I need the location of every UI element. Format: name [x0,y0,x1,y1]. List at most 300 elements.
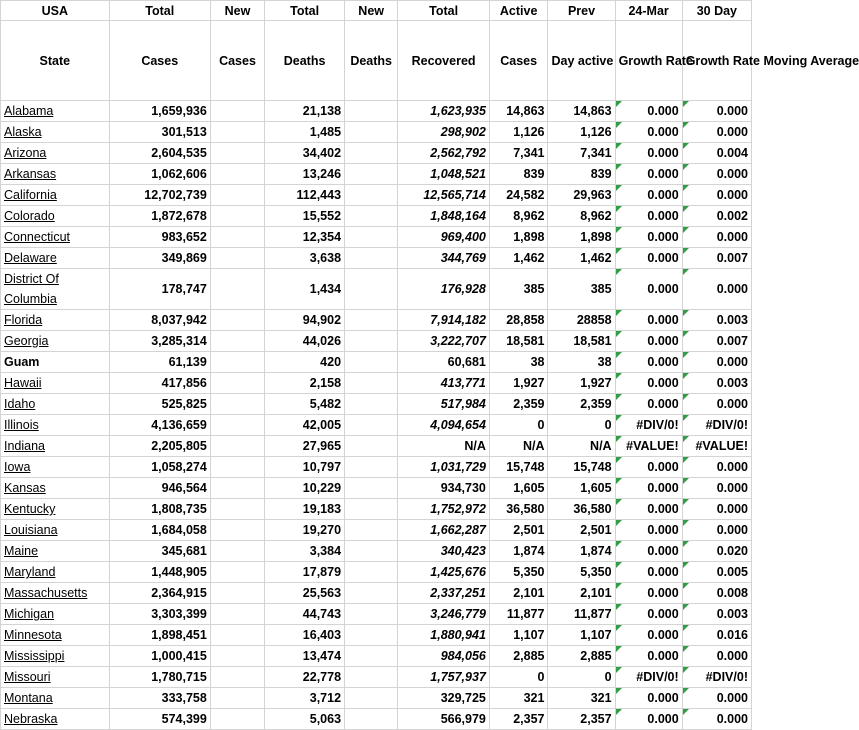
state-cell[interactable]: Indiana [1,436,110,457]
empty-cell[interactable] [345,688,398,709]
recovered-cell[interactable]: 1,880,941 [398,625,490,646]
deaths-cell[interactable]: 16,403 [265,625,345,646]
avg-cell[interactable]: 0.008 [682,583,751,604]
deaths-cell[interactable]: 3,384 [265,541,345,562]
empty-cell[interactable] [210,122,264,143]
empty-cell[interactable] [210,394,264,415]
deaths-cell[interactable]: 10,797 [265,457,345,478]
empty-cell[interactable] [210,667,264,688]
header-cell[interactable]: 24-Mar [615,1,682,21]
prev-cell[interactable]: 1,898 [548,227,615,248]
growth-cell[interactable]: 0.000 [615,143,682,164]
prev-cell[interactable]: 1,462 [548,248,615,269]
growth-cell[interactable]: #DIV/0! [615,667,682,688]
header-cell[interactable]: Cases [109,21,210,101]
empty-cell[interactable] [345,646,398,667]
avg-cell[interactable]: 0.007 [682,331,751,352]
recovered-cell[interactable]: 413,771 [398,373,490,394]
prev-cell[interactable]: 8,962 [548,206,615,227]
deaths-cell[interactable]: 17,879 [265,562,345,583]
active-cell[interactable]: 1,462 [489,248,548,269]
deaths-cell[interactable]: 10,229 [265,478,345,499]
deaths-cell[interactable]: 1,485 [265,122,345,143]
growth-cell[interactable]: 0.000 [615,604,682,625]
avg-cell[interactable]: #DIV/0! [682,415,751,436]
active-cell[interactable]: 36,580 [489,499,548,520]
deaths-cell[interactable]: 21,138 [265,101,345,122]
active-cell[interactable]: 11,877 [489,604,548,625]
prev-cell[interactable]: 321 [548,688,615,709]
avg-cell[interactable]: 0.002 [682,206,751,227]
avg-cell[interactable]: 0.000 [682,499,751,520]
growth-cell[interactable]: 0.000 [615,709,682,730]
deaths-cell[interactable]: 5,063 [265,709,345,730]
active-cell[interactable]: 385 [489,269,548,310]
state-cell[interactable]: Mississippi [1,646,110,667]
empty-cell[interactable] [345,352,398,373]
cases-cell[interactable]: 1,000,415 [109,646,210,667]
prev-cell[interactable]: 839 [548,164,615,185]
growth-cell[interactable]: 0.000 [615,122,682,143]
deaths-cell[interactable]: 2,158 [265,373,345,394]
recovered-cell[interactable]: 1,031,729 [398,457,490,478]
active-cell[interactable]: 1,927 [489,373,548,394]
growth-cell[interactable]: 0.000 [615,583,682,604]
active-cell[interactable]: 18,581 [489,331,548,352]
deaths-cell[interactable]: 44,026 [265,331,345,352]
empty-cell[interactable] [345,520,398,541]
active-cell[interactable]: 1,126 [489,122,548,143]
empty-cell[interactable] [345,101,398,122]
deaths-cell[interactable]: 112,443 [265,185,345,206]
deaths-cell[interactable]: 44,743 [265,604,345,625]
deaths-cell[interactable]: 13,246 [265,164,345,185]
avg-cell[interactable]: 0.000 [682,520,751,541]
empty-cell[interactable] [345,122,398,143]
prev-cell[interactable]: 28858 [548,310,615,331]
recovered-cell[interactable]: 969,400 [398,227,490,248]
cases-cell[interactable]: 1,062,606 [109,164,210,185]
growth-cell[interactable]: 0.000 [615,478,682,499]
active-cell[interactable]: 2,101 [489,583,548,604]
empty-cell[interactable] [210,415,264,436]
active-cell[interactable]: 839 [489,164,548,185]
growth-cell[interactable]: 0.000 [615,101,682,122]
recovered-cell[interactable]: 2,562,792 [398,143,490,164]
cases-cell[interactable]: 946,564 [109,478,210,499]
deaths-cell[interactable]: 34,402 [265,143,345,164]
active-cell[interactable]: 321 [489,688,548,709]
state-cell[interactable]: Maryland [1,562,110,583]
recovered-cell[interactable]: 1,662,287 [398,520,490,541]
state-cell[interactable]: Colorado [1,206,110,227]
avg-cell[interactable]: #DIV/0! [682,667,751,688]
growth-cell[interactable]: 0.000 [615,457,682,478]
empty-cell[interactable] [210,688,264,709]
empty-cell[interactable] [345,478,398,499]
active-cell[interactable]: 38 [489,352,548,373]
empty-cell[interactable] [345,562,398,583]
growth-cell[interactable]: 0.000 [615,227,682,248]
prev-cell[interactable]: 1,927 [548,373,615,394]
prev-cell[interactable]: 36,580 [548,499,615,520]
empty-cell[interactable] [210,185,264,206]
growth-cell[interactable]: 0.000 [615,688,682,709]
cases-cell[interactable]: 3,285,314 [109,331,210,352]
state-cell[interactable]: Arizona [1,143,110,164]
prev-cell[interactable]: 15,748 [548,457,615,478]
header-cell[interactable]: Cases [489,21,548,101]
active-cell[interactable]: 1,898 [489,227,548,248]
recovered-cell[interactable]: N/A [398,436,490,457]
deaths-cell[interactable]: 42,005 [265,415,345,436]
header-cell[interactable]: Total [109,1,210,21]
prev-cell[interactable]: 29,963 [548,185,615,206]
empty-cell[interactable] [210,101,264,122]
state-cell[interactable]: Michigan [1,604,110,625]
cases-cell[interactable]: 61,139 [109,352,210,373]
prev-cell[interactable]: 2,501 [548,520,615,541]
empty-cell[interactable] [345,164,398,185]
header-cell[interactable]: USA [1,1,110,21]
deaths-cell[interactable]: 94,902 [265,310,345,331]
header-cell[interactable]: State [1,21,110,101]
recovered-cell[interactable]: 566,979 [398,709,490,730]
state-cell[interactable]: Louisiana [1,520,110,541]
growth-cell[interactable]: 0.000 [615,310,682,331]
state-cell[interactable]: Alaska [1,122,110,143]
cases-cell[interactable]: 349,869 [109,248,210,269]
empty-cell[interactable] [210,709,264,730]
recovered-cell[interactable]: 12,565,714 [398,185,490,206]
state-cell[interactable]: Minnesota [1,625,110,646]
avg-cell[interactable]: 0.000 [682,646,751,667]
empty-cell[interactable] [210,583,264,604]
state-cell[interactable]: Nebraska [1,709,110,730]
deaths-cell[interactable]: 12,354 [265,227,345,248]
state-cell[interactable]: Alabama [1,101,110,122]
active-cell[interactable]: 8,962 [489,206,548,227]
empty-cell[interactable] [210,541,264,562]
deaths-cell[interactable]: 15,552 [265,206,345,227]
cases-cell[interactable]: 4,136,659 [109,415,210,436]
avg-cell[interactable]: 0.000 [682,227,751,248]
empty-cell[interactable] [210,562,264,583]
growth-cell[interactable]: 0.000 [615,394,682,415]
empty-cell[interactable] [345,143,398,164]
header-cell[interactable]: Deaths [345,21,398,101]
state-cell[interactable]: District Of Columbia [1,269,110,310]
prev-cell[interactable]: 0 [548,667,615,688]
state-cell[interactable]: Hawaii [1,373,110,394]
state-cell[interactable]: Florida [1,310,110,331]
header-cell[interactable]: Day active [548,21,615,101]
avg-cell[interactable]: 0.000 [682,352,751,373]
cases-cell[interactable]: 301,513 [109,122,210,143]
growth-cell[interactable]: #DIV/0! [615,415,682,436]
growth-cell[interactable]: 0.000 [615,562,682,583]
empty-cell[interactable] [345,373,398,394]
active-cell[interactable]: 1,874 [489,541,548,562]
active-cell[interactable]: 0 [489,415,548,436]
cases-cell[interactable]: 2,364,915 [109,583,210,604]
empty-cell[interactable] [345,709,398,730]
empty-cell[interactable] [210,520,264,541]
active-cell[interactable]: 2,501 [489,520,548,541]
state-cell[interactable]: Georgia [1,331,110,352]
avg-cell[interactable]: 0.000 [682,457,751,478]
active-cell[interactable]: 7,341 [489,143,548,164]
prev-cell[interactable]: 1,107 [548,625,615,646]
deaths-cell[interactable]: 19,270 [265,520,345,541]
empty-cell[interactable] [345,625,398,646]
growth-cell[interactable]: 0.000 [615,646,682,667]
empty-cell[interactable] [345,436,398,457]
active-cell[interactable]: 1,107 [489,625,548,646]
recovered-cell[interactable]: 2,337,251 [398,583,490,604]
header-cell[interactable]: 30 Day [682,1,751,21]
empty-cell[interactable] [345,227,398,248]
empty-cell[interactable] [345,667,398,688]
avg-cell[interactable]: 0.007 [682,248,751,269]
active-cell[interactable]: 2,885 [489,646,548,667]
empty-cell[interactable] [210,436,264,457]
header-cell[interactable]: Total [398,1,490,21]
prev-cell[interactable]: 11,877 [548,604,615,625]
empty-cell[interactable] [210,457,264,478]
recovered-cell[interactable]: 329,725 [398,688,490,709]
recovered-cell[interactable]: 3,222,707 [398,331,490,352]
state-cell[interactable]: Missouri [1,667,110,688]
deaths-cell[interactable]: 25,563 [265,583,345,604]
header-cell[interactable]: Prev [548,1,615,21]
active-cell[interactable]: 2,357 [489,709,548,730]
state-cell[interactable]: Guam [1,352,110,373]
empty-cell[interactable] [345,499,398,520]
growth-cell[interactable]: #VALUE! [615,436,682,457]
empty-cell[interactable] [210,373,264,394]
recovered-cell[interactable]: 517,984 [398,394,490,415]
empty-cell[interactable] [345,331,398,352]
avg-cell[interactable]: 0.000 [682,185,751,206]
recovered-cell[interactable]: 340,423 [398,541,490,562]
empty-cell[interactable] [345,269,398,310]
empty-cell[interactable] [210,227,264,248]
prev-cell[interactable]: 2,101 [548,583,615,604]
cases-cell[interactable]: 2,205,805 [109,436,210,457]
cases-cell[interactable]: 8,037,942 [109,310,210,331]
active-cell[interactable]: 15,748 [489,457,548,478]
active-cell[interactable]: N/A [489,436,548,457]
deaths-cell[interactable]: 27,965 [265,436,345,457]
cases-cell[interactable]: 1,659,936 [109,101,210,122]
empty-cell[interactable] [210,206,264,227]
growth-cell[interactable]: 0.000 [615,499,682,520]
deaths-cell[interactable]: 3,712 [265,688,345,709]
header-cell[interactable]: Growth Rate [615,21,682,101]
empty-cell[interactable] [210,331,264,352]
state-cell[interactable]: Delaware [1,248,110,269]
active-cell[interactable]: 2,359 [489,394,548,415]
growth-cell[interactable]: 0.000 [615,331,682,352]
cases-cell[interactable]: 345,681 [109,541,210,562]
empty-cell[interactable] [345,185,398,206]
avg-cell[interactable]: 0.003 [682,604,751,625]
recovered-cell[interactable]: 7,914,182 [398,310,490,331]
prev-cell[interactable]: 18,581 [548,331,615,352]
prev-cell[interactable]: 2,885 [548,646,615,667]
prev-cell[interactable]: 38 [548,352,615,373]
cases-cell[interactable]: 1,448,905 [109,562,210,583]
deaths-cell[interactable]: 13,474 [265,646,345,667]
avg-cell[interactable]: 0.000 [682,269,751,310]
deaths-cell[interactable]: 420 [265,352,345,373]
state-cell[interactable]: Iowa [1,457,110,478]
avg-cell[interactable]: 0.003 [682,373,751,394]
avg-cell[interactable]: 0.000 [682,478,751,499]
empty-cell[interactable] [210,625,264,646]
empty-cell[interactable] [210,604,264,625]
empty-cell[interactable] [210,269,264,310]
cases-cell[interactable]: 3,303,399 [109,604,210,625]
header-cell[interactable]: Total [265,1,345,21]
avg-cell[interactable]: 0.000 [682,709,751,730]
active-cell[interactable]: 0 [489,667,548,688]
header-cell[interactable]: New [210,1,264,21]
deaths-cell[interactable]: 5,482 [265,394,345,415]
prev-cell[interactable]: 2,359 [548,394,615,415]
avg-cell[interactable]: 0.000 [682,164,751,185]
growth-cell[interactable]: 0.000 [615,352,682,373]
empty-cell[interactable] [345,583,398,604]
growth-cell[interactable]: 0.000 [615,625,682,646]
recovered-cell[interactable]: 3,246,779 [398,604,490,625]
empty-cell[interactable] [210,646,264,667]
prev-cell[interactable]: 385 [548,269,615,310]
state-cell[interactable]: Connecticut [1,227,110,248]
prev-cell[interactable]: N/A [548,436,615,457]
recovered-cell[interactable]: 934,730 [398,478,490,499]
recovered-cell[interactable]: 60,681 [398,352,490,373]
prev-cell[interactable]: 0 [548,415,615,436]
header-cell[interactable]: Growth Rate Moving Average [682,21,751,101]
empty-cell[interactable] [345,310,398,331]
cases-cell[interactable]: 983,652 [109,227,210,248]
cases-cell[interactable]: 1,898,451 [109,625,210,646]
state-cell[interactable]: Illinois [1,415,110,436]
recovered-cell[interactable]: 176,928 [398,269,490,310]
growth-cell[interactable]: 0.000 [615,541,682,562]
header-cell[interactable]: Cases [210,21,264,101]
state-cell[interactable]: Idaho [1,394,110,415]
cases-cell[interactable]: 333,758 [109,688,210,709]
empty-cell[interactable] [345,457,398,478]
prev-cell[interactable]: 1,874 [548,541,615,562]
growth-cell[interactable]: 0.000 [615,185,682,206]
recovered-cell[interactable]: 984,056 [398,646,490,667]
avg-cell[interactable]: 0.016 [682,625,751,646]
header-cell[interactable]: Deaths [265,21,345,101]
state-cell[interactable]: Montana [1,688,110,709]
deaths-cell[interactable]: 19,183 [265,499,345,520]
cases-cell[interactable]: 574,399 [109,709,210,730]
active-cell[interactable]: 1,605 [489,478,548,499]
active-cell[interactable]: 14,863 [489,101,548,122]
state-cell[interactable]: Maine [1,541,110,562]
avg-cell[interactable]: 0.000 [682,688,751,709]
state-cell[interactable]: Kansas [1,478,110,499]
avg-cell[interactable]: 0.020 [682,541,751,562]
recovered-cell[interactable]: 344,769 [398,248,490,269]
growth-cell[interactable]: 0.000 [615,269,682,310]
active-cell[interactable]: 24,582 [489,185,548,206]
growth-cell[interactable]: 0.000 [615,373,682,394]
avg-cell[interactable]: 0.000 [682,394,751,415]
state-cell[interactable]: Massachusetts [1,583,110,604]
cases-cell[interactable]: 2,604,535 [109,143,210,164]
avg-cell[interactable]: 0.000 [682,122,751,143]
deaths-cell[interactable]: 1,434 [265,269,345,310]
growth-cell[interactable]: 0.000 [615,206,682,227]
empty-cell[interactable] [345,394,398,415]
state-cell[interactable]: Arkansas [1,164,110,185]
growth-cell[interactable]: 0.000 [615,248,682,269]
recovered-cell[interactable]: 1,757,937 [398,667,490,688]
recovered-cell[interactable]: 1,848,164 [398,206,490,227]
empty-cell[interactable] [345,541,398,562]
cases-cell[interactable]: 1,808,735 [109,499,210,520]
recovered-cell[interactable]: 1,425,676 [398,562,490,583]
prev-cell[interactable]: 7,341 [548,143,615,164]
state-cell[interactable]: Kentucky [1,499,110,520]
cases-cell[interactable]: 525,825 [109,394,210,415]
avg-cell[interactable]: 0.004 [682,143,751,164]
empty-cell[interactable] [210,248,264,269]
prev-cell[interactable]: 1,605 [548,478,615,499]
header-cell[interactable]: Active [489,1,548,21]
header-cell[interactable]: New [345,1,398,21]
cases-cell[interactable]: 178,747 [109,269,210,310]
growth-cell[interactable]: 0.000 [615,164,682,185]
empty-cell[interactable] [210,352,264,373]
prev-cell[interactable]: 2,357 [548,709,615,730]
prev-cell[interactable]: 5,350 [548,562,615,583]
cases-cell[interactable]: 417,856 [109,373,210,394]
recovered-cell[interactable]: 1,048,521 [398,164,490,185]
empty-cell[interactable] [345,604,398,625]
avg-cell[interactable]: 0.000 [682,101,751,122]
recovered-cell[interactable]: 4,094,654 [398,415,490,436]
deaths-cell[interactable]: 22,778 [265,667,345,688]
cases-cell[interactable]: 12,702,739 [109,185,210,206]
recovered-cell[interactable]: 298,902 [398,122,490,143]
cases-cell[interactable]: 1,058,274 [109,457,210,478]
empty-cell[interactable] [210,478,264,499]
empty-cell[interactable] [210,143,264,164]
empty-cell[interactable] [210,499,264,520]
avg-cell[interactable]: #VALUE! [682,436,751,457]
empty-cell[interactable] [345,206,398,227]
cases-cell[interactable]: 1,872,678 [109,206,210,227]
empty-cell[interactable] [210,164,264,185]
state-cell[interactable]: California [1,185,110,206]
empty-cell[interactable] [210,310,264,331]
prev-cell[interactable]: 1,126 [548,122,615,143]
growth-cell[interactable]: 0.000 [615,520,682,541]
empty-cell[interactable] [345,248,398,269]
prev-cell[interactable]: 14,863 [548,101,615,122]
cases-cell[interactable]: 1,780,715 [109,667,210,688]
